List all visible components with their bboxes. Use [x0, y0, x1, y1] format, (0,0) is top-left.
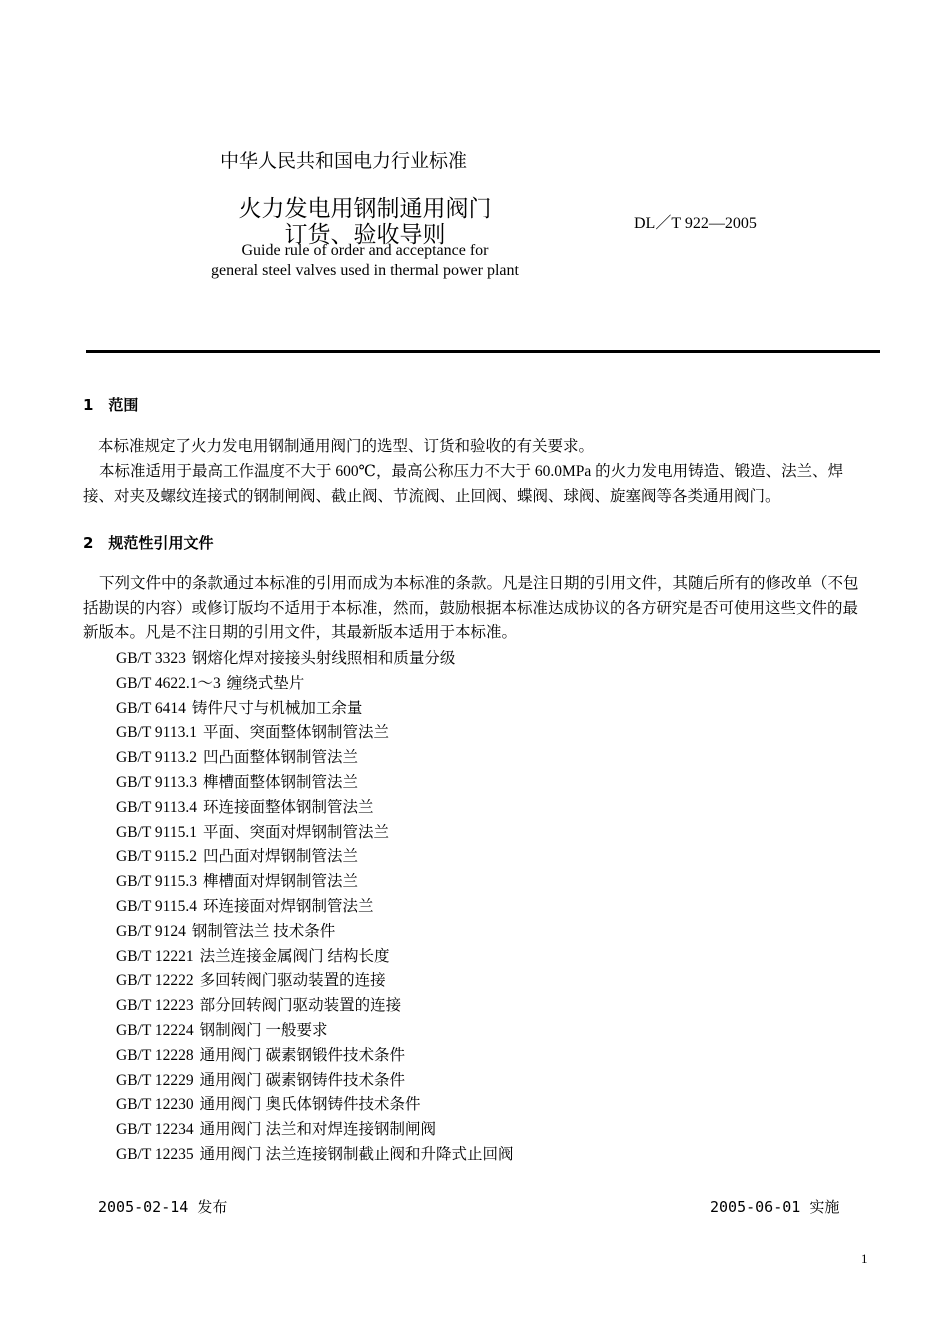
reference-list	[116, 647, 514, 1168]
reference-item	[116, 870, 514, 895]
reference-name: 榫槽面对焊钢制管法兰	[202, 873, 358, 891]
reference-code: GB/T 12222	[116, 972, 194, 990]
reference-code: GB/T 9115.3	[116, 873, 197, 891]
reference-item	[116, 1143, 514, 1168]
document-title-en-line2: general steel valves used in thermal power plant	[211, 262, 519, 279]
reference-name: 通用阀门 奥氏体钢铸件技术条件	[199, 1096, 421, 1114]
reference-item	[116, 920, 514, 945]
reference-name: 平面、突面对焊钢制管法兰	[202, 823, 389, 841]
reference-item	[116, 1044, 514, 1069]
reference-name: 部分回转阀门驱动装置的连接	[199, 997, 402, 1015]
reference-name: 钢制管法兰 技术条件	[191, 922, 336, 940]
reference-code: GB/T 9115.1	[116, 823, 197, 841]
section-1-paragraph-2: 本标准适用于最高工作温度不大于 600℃，最高公称压力不大于 60.0MPa 的火力发电用铸造、锻造、法兰、焊接、对夹及螺纹连接式的钢制闸阀、截止阀、节流阀、止回阀、蝶阀、球阀、旋塞阀等各类通用阀门。	[83, 463, 844, 505]
reference-item	[116, 647, 514, 672]
reference-code: GB/T 3323	[116, 650, 186, 667]
reference-code: GB/T 4622.1～3	[116, 674, 221, 692]
reference-item	[116, 746, 514, 771]
reference-item	[116, 796, 514, 821]
reference-code: GB/T 9115.4	[116, 897, 197, 915]
reference-code: GB/T 9113.4	[116, 798, 197, 816]
reference-code: GB/T 12234	[116, 1121, 194, 1139]
reference-item	[116, 845, 514, 870]
reference-code: GB/T 9115.2	[116, 848, 197, 866]
reference-code: GB/T 9124	[116, 922, 186, 940]
reference-name: 平面、突面整体钢制管法兰	[202, 724, 389, 742]
document-title-cn-line1: 火力发电用钢制通用阀门	[238, 196, 492, 222]
reference-code: GB/T 9113.1	[116, 724, 197, 742]
reference-code: GB/T 6414	[116, 699, 186, 717]
reference-code: GB/T 9113.3	[116, 773, 197, 791]
reference-name: 多回转阀门驱动装置的连接	[199, 972, 386, 990]
reference-item	[116, 697, 514, 722]
reference-item	[116, 1118, 514, 1143]
reference-code: GB/T 12229	[116, 1071, 194, 1089]
reference-name: 通用阀门 碳素钢锻件技术条件	[199, 1046, 406, 1064]
reference-item	[116, 1019, 514, 1044]
reference-name: 钢制阀门 一般要求	[199, 1021, 328, 1039]
section-1-heading: 1 范围	[83, 396, 139, 414]
issue-date: 2005-02-14 发布	[98, 1198, 228, 1216]
reference-code: GB/T 12223	[116, 997, 194, 1015]
reference-name: 环连接面对焊钢制管法兰	[202, 897, 374, 915]
section-2-heading: 2 规范性引用文件	[83, 534, 214, 552]
reference-name: 铸件尺寸与机械加工余量	[191, 699, 363, 717]
reference-code: GB/T 12235	[116, 1145, 194, 1163]
header-divider	[86, 350, 880, 353]
reference-code: GB/T 12221	[116, 947, 194, 965]
reference-name: 凹凸面整体钢制管法兰	[202, 749, 358, 767]
reference-item	[116, 1093, 514, 1118]
standard-category: 中华人民共和国电力行业标准	[220, 150, 468, 172]
section-1-paragraph-1: 本标准规定了火力发电用钢制通用阀门的选型、订货和验收的有关要求。	[98, 438, 595, 455]
document-title-cn-line2: 订货、验收导则	[284, 222, 446, 248]
reference-code: GB/T 9113.2	[116, 749, 197, 767]
reference-item	[116, 994, 514, 1019]
reference-code: GB/T 12224	[116, 1021, 194, 1039]
reference-name: 钢熔化焊对接接头射线照相和质量分级	[191, 650, 456, 667]
reference-name: 通用阀门 碳素钢铸件技术条件	[199, 1071, 406, 1089]
reference-item	[116, 969, 514, 994]
reference-item	[116, 721, 514, 746]
section-2-paragraph: 下列文件中的条款通过本标准的引用而成为本标准的条款。凡是注日期的引用文件，其随后所有的修改单（不包括勘误的内容）或修订版均不适用于本标准，然而，鼓励根据本标准达成协议的各方研究是否可使用这些文件的最新版本。凡是不注日期的引用文件，其最新版本适用于本标准。	[83, 575, 859, 641]
reference-name: 环连接面整体钢制管法兰	[202, 798, 374, 816]
reference-code: GB/T 12228	[116, 1046, 194, 1064]
reference-name: 法兰连接金属阀门 结构长度	[199, 947, 390, 965]
reference-item	[116, 1069, 514, 1094]
reference-item	[116, 672, 514, 697]
reference-item	[116, 771, 514, 796]
reference-name: 通用阀门 法兰连接钢制截止阀和升降式止回阀	[199, 1145, 514, 1163]
reference-name: 缠绕式垫片	[226, 674, 305, 692]
reference-item	[116, 945, 514, 970]
reference-code: GB/T 12230	[116, 1096, 194, 1114]
page-number: 1	[861, 1251, 868, 1266]
reference-name: 凹凸面对焊钢制管法兰	[202, 848, 358, 866]
reference-name: 榫槽面整体钢制管法兰	[202, 773, 358, 791]
implementation-date: 2005-06-01 实施	[710, 1198, 840, 1216]
standard-code: DL／T 922—2005	[634, 215, 757, 232]
document-title-en-line1: Guide rule of order and acceptance for	[241, 242, 489, 259]
reference-name: 通用阀门 法兰和对焊连接钢制闸阀	[199, 1121, 437, 1139]
reference-item	[116, 895, 514, 920]
reference-item	[116, 821, 514, 846]
